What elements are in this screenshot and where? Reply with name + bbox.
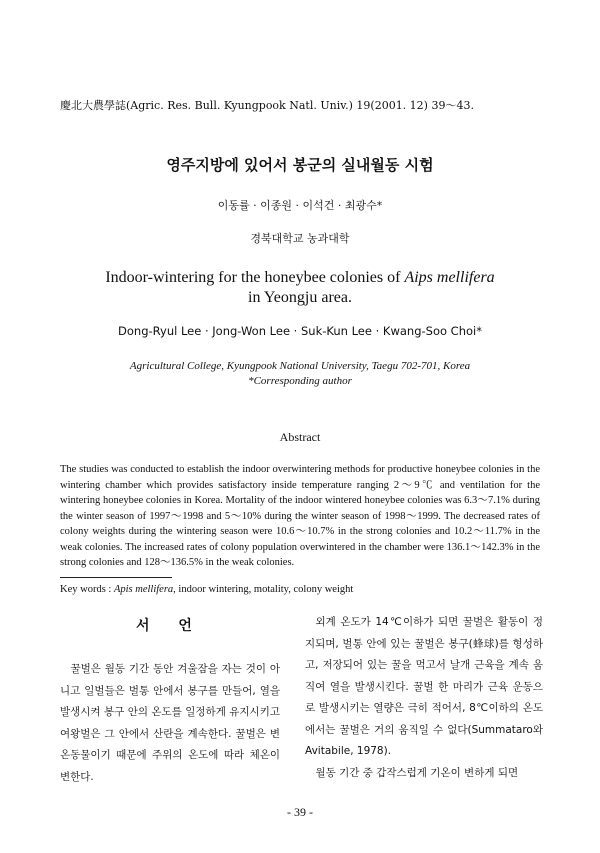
right-paragraph-2: 월동 기간 중 갑작스럽게 기온이 변하게 되면 <box>315 766 519 779</box>
left-column <box>60 612 280 788</box>
keywords-rule <box>60 577 172 578</box>
abstract-text: The studies was conducted to establish the indoor overwintering methods for productive honeybee colonies in the wintering chamber which provides satisfactory inside temperature ranging 2～9℃ and ventilation for the wintering honeybee colonies in Korea. Mortality of the indoor wintered honeybee colonies was 6.3～7.1% during the winter season of 1997～1998 and 5～10% during the winter season of 1998～1999. The decreased rates of colony weights during the wintering season were 10.6～10.7% in the strong colonies and 10.2～11.7% in the weak colonies. The increased rates of colony population overwintered in the chamber were 136.1～142.3% in the strong colonies and 128～136.5% in the weak colonies. <box>60 464 540 568</box>
section-heading: 서 언 <box>136 618 204 634</box>
english-title <box>60 268 540 308</box>
keywords-line <box>60 584 353 595</box>
journal-header: 慶北大農學誌(Agric. Res. Bull. Kyungpook Natl. Univ.) 19(2001. 12) 39～43. <box>60 99 474 112</box>
right-column <box>305 612 543 784</box>
english-affiliation-line-2: *Corresponding author <box>248 375 352 387</box>
abstract-heading: Abstract <box>279 430 321 444</box>
keyword-species: Apis mellifera <box>113 584 174 595</box>
english-authors: Dong-Ryul Lee · Jong-Won Lee · Suk-Kun Lee · Kwang-Soo Choi* <box>118 324 482 338</box>
korean-affiliation: 경북대학교 농과대학 <box>250 232 350 245</box>
species-name: Aips mellifera <box>404 269 495 286</box>
right-paragraph-1: 외계 온도가 14℃이하가 되면 꿀벌은 활동이 정지되며, 벌통 안에 있는 꿀벌은 봉구(蜂球)를 형성하고, 저장되어 있는 꿀을 먹고서 날개 근육을 계속 움직여 열을 발생시킨다. 꿀벌 한 마리가 근육 운동으로 발생시키는 열량은 극히 적어서, 8℃이하의 온도에서는 꿀벌은 거의 움직일 수 없다(Summataro와 Avitabile, 1978). <box>305 616 543 757</box>
english-affiliation <box>0 359 600 389</box>
english-title-line-2: in Yeongju area. <box>248 289 352 306</box>
page-number: - 39 - <box>287 805 313 819</box>
english-affiliation-line-1: Agricultural College, Kyungpook National University, Taegu 702-701, Korea <box>129 360 471 372</box>
korean-title: 영주지방에 있어서 봉군의 실내월동 시험 <box>166 156 434 174</box>
english-title-line-1: Indoor-wintering for the honeybee colonies of Aips mellifera <box>105 269 495 286</box>
keywords-text: Apis mellifera, indoor wintering, motality, colony weight <box>113 584 354 595</box>
keywords-label: Key words : <box>60 584 114 595</box>
left-paragraph: 꿀벌은 월동 기간 동안 겨울잠을 자는 것이 아니고 일벌들은 벌통 안에서 봉구를 만들어, 열을 발생시켜 봉구 안의 온도를 일정하게 유지시키고 여왕벌은 그 안에서 산란을 계속한다. 꿀벌은 변온동물이기 때문에 주위의 온도에 따라 체온이 변한다. <box>60 663 280 783</box>
korean-authors: 이동률 · 이종원 · 이석건 · 최광수* <box>217 199 383 212</box>
